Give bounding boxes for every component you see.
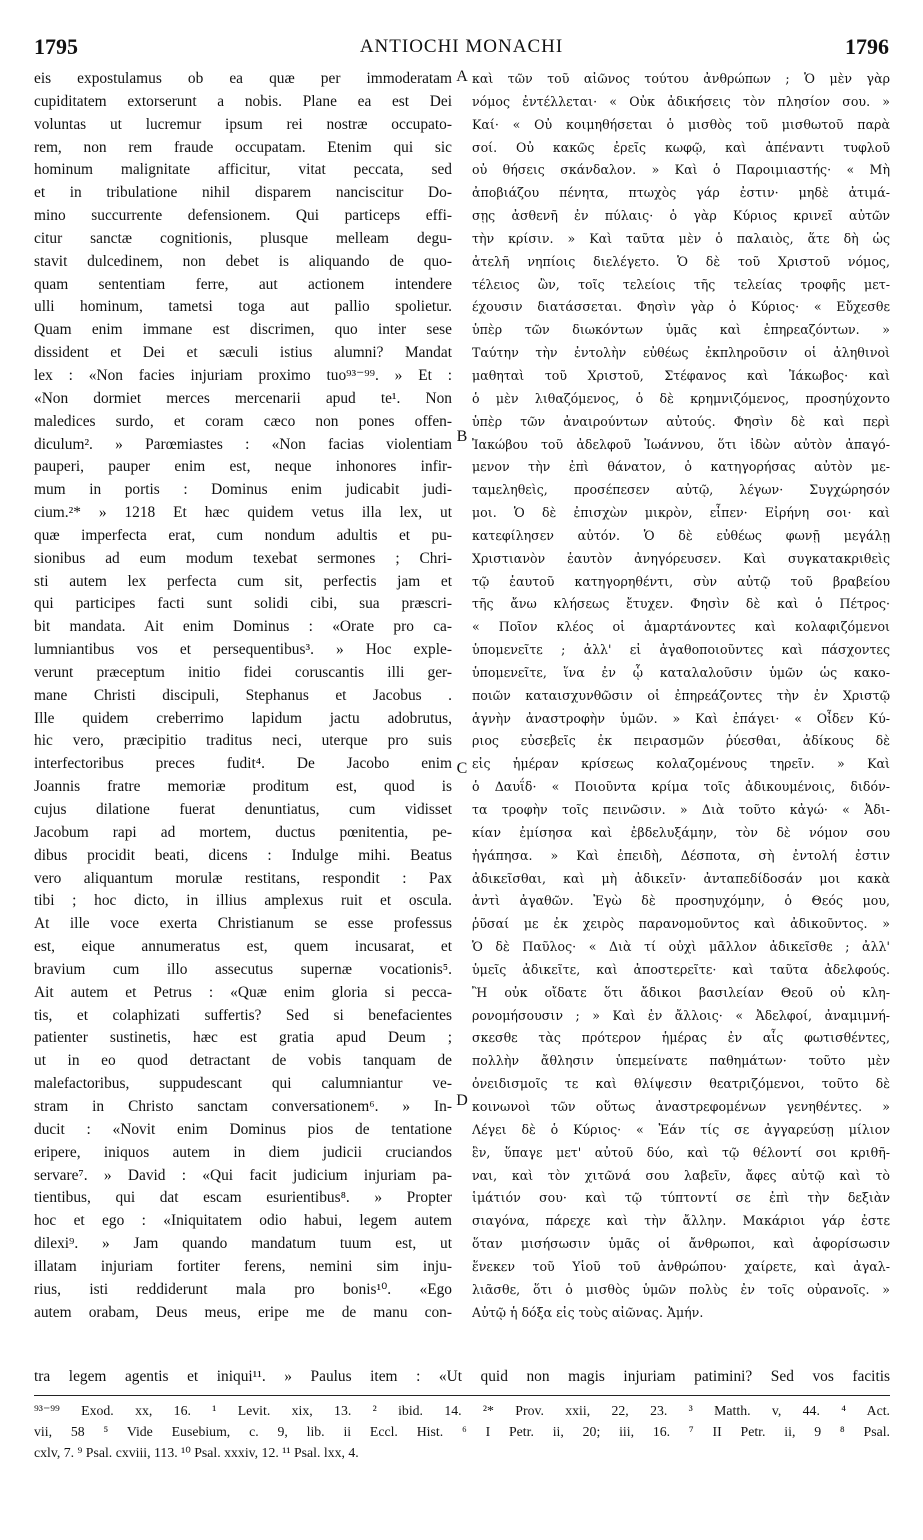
greek-line: Λέγει δὲ ὁ Κύριος· « Ἐάν τίς σε ἀγγαρεύσῃ μίλιον <box>472 1121 890 1137</box>
greek-line: ναι, καὶ τὸν χιτῶνά σου λαβεῖν, ἄφες αὐτῷ καὶ τὸ <box>472 1167 890 1183</box>
running-title: ANTIOCHI MONACHI <box>359 36 564 57</box>
latin-line: autem orabam, Deus meus, eripe me de manu con- <box>34 1303 452 1321</box>
latin-line: eis expostulamus ob ea quæ per immoderatam <box>34 70 452 87</box>
latin-line: mino succurrente defensionem. Qui particeps effi- <box>34 207 452 225</box>
latin-line: vero aliquantum morulæ restitans, respondit : Pax <box>34 869 452 887</box>
latin-line: verunt præceptum initio fidei coruscantis illi ger- <box>34 663 452 681</box>
greek-line: κατεφίλησεν αὐτόν. Ὁ δὲ εὐθέως φωνῇ μεγάλῃ <box>472 527 890 543</box>
margin-letter-d: D <box>456 1092 468 1109</box>
greek-line: κίαν ἐμίσησα καὶ ἐβδελυξάμην, τὸν δὲ νόμον σου <box>472 824 890 840</box>
greek-line: ὑπὲρ τῶν ἀναιρούντων αὐτούς. Φησὶν δὲ καὶ περὶ <box>472 413 890 429</box>
latin-line: sti autem lex perfecta cum sit, perfectis jam et <box>34 572 452 590</box>
greek-line: ἓν, ὕπαγε μετ' αὐτοῦ δύο, καὶ τῷ θέλοντί σοι κριθῆ- <box>472 1144 890 1160</box>
greek-line: ριος εὐσεβεῖς ἐκ πειρασμῶν ῥύεσθαι, ἀδίκους δὲ <box>472 733 890 749</box>
margin-letter-a: A <box>456 68 468 85</box>
latin-line: tientibus, qui dat escam esurientibus⁸. » Propter <box>34 1189 452 1207</box>
latin-column <box>34 68 452 1324</box>
greek-line: ὁ Δαυΐδ· « Ποιοῦντα κρίμα τοῖς ἀδικουμένοις, διδόν- <box>472 779 890 795</box>
latin-line: Ait autem et Petrus : «Quæ enim gloria si pecca- <box>34 983 452 1001</box>
latin-line: servare⁷. » David : «Qui facit judicium injuriam pa- <box>34 1166 452 1184</box>
greek-line: ἕνεκεν τοῦ Υἱοῦ τοῦ ἀνθρώπου· χαίρετε, καὶ ἀγαλ- <box>472 1258 890 1274</box>
greek-line: λιᾶσθε, ὅτι ὁ μισθὸς ὑμῶν πολὺς ἐν τοῖς οὐρανοῖς. » <box>472 1281 890 1297</box>
greek-line: καὶ τῶν τοῦ αἰῶνος τούτου ἀνθρώπων ; Ὁ μὲν γὰρ <box>472 71 890 86</box>
greek-line: κοινωνοὶ τῶν οὕτως ἀναστρεφομένων γενηθέντες. » <box>472 1098 890 1114</box>
greek-column <box>472 68 890 1324</box>
latin-line: mum in portis : Dominus enim judicabit judi- <box>34 481 452 499</box>
greek-line: σκεσθε τὰς πρότερον ἡμέρας ἐν αἷς φωτισθέντες, <box>472 1030 890 1046</box>
latin-line: cujus dilatione fuerat denuntiatus, cum vidisset <box>34 801 452 818</box>
greek-line: Ἰακώβου τοῦ ἀδελφοῦ Ἰωάννου, ὅτι ἰδὼν αὐτὸν ἀπαγό- <box>472 436 890 452</box>
greek-line: ἀτελῆ νηπίοις διελέγετο. Ὁ δὲ τοῦ Χριστοῦ νόμος, <box>472 253 890 269</box>
greek-line: σοί. Οὐ κακῶς ἐρεῖς κωφῷ, καὶ ἀπέναντι τυφλοῦ <box>472 139 890 155</box>
latin-line: Joannis fratre memoriæ proditum est, quod is <box>34 778 452 796</box>
latin-line: citur sanctæ cognitionis, plusque melleam degu- <box>34 229 452 247</box>
greek-line: τῷ ἑαυτοῦ κατηγορηθέντι, σὺν αὐτῷ τοῦ βραβείου <box>472 573 890 589</box>
latin-line: rius, isti reddiderunt mala pro bonis¹⁰. «Ego <box>34 1280 452 1298</box>
greek-line: ἀποβιάζου πένητα, πτωχὸς γάρ ἐστιν· μηδὲ ἀτιμά- <box>472 185 890 201</box>
greek-line: ὑπομενεῖτε, ἵνα ἐν ᾧ καταλαλοῦσιν ὑμῶν ὡς κακο- <box>472 664 890 680</box>
greek-line: ὅταν μισήσωσιν ὑμᾶς οἱ ἄνθρωποι, καὶ ἀφορίσωσιν <box>472 1236 890 1252</box>
greek-line: μοι. Ὁ δὲ ἐπισχὼν μικρὸν, εἶπεν· Εἰρήνη σοι· καὶ <box>472 505 890 521</box>
greek-line: ὁ μὲν λιθαζόμενος, ὁ δὲ κρημνιζόμενος, προσηύχοντο <box>472 390 890 406</box>
greek-line: πολλὴν ἄθλησιν ὑπεμείνατε παθημάτων· τοῦτο μὲν <box>472 1053 890 1069</box>
greek-line: οὐ θήσεις σκάνδαλον. » Καὶ ὁ Παροιμιαστής· « Μὴ <box>472 162 890 178</box>
latin-line: cupiditatem extorserunt a nobis. Plane ea est Dei <box>34 92 452 110</box>
latin-line: dibus procidit beati, dicens : Indulge mihi. Beatus <box>34 846 452 864</box>
latin-line: illatam injuriam fortiter ferens, nemini sim inju- <box>34 1257 452 1275</box>
latin-line: bit mandata. Ait enim Dominus : «Orate pro ca- <box>34 618 452 636</box>
latin-line: est, eique annumeratus est, quem incusarat, et <box>34 938 452 956</box>
latin-line: rem, non rem fraude occupatam. Etenim qui sic <box>34 138 452 156</box>
page-number-left: 1795 <box>34 34 78 59</box>
full-width-final-line: tra legem agentis et iniqui¹¹. » Paulus item : «Ut quid non magis injuriam patimini? Sed vos facitis <box>34 1368 890 1385</box>
latin-line: sionibus ad eum modum texebat sermones ; Chri- <box>34 549 452 567</box>
latin-line: hoc et ego : «Iniquitatem odio habui, legem autem <box>34 1212 452 1230</box>
footnotes <box>34 1400 890 1463</box>
greek-line: ἁγνὴν ἀναστροφὴν ὑμῶν. » Καὶ ἐπάγει· « Οἶδεν Κύ- <box>472 710 890 726</box>
greek-line: Καί· « Οὐ κοιμηθήσεται ὁ μισθὸς τοῦ μισθωτοῦ παρὰ <box>472 116 890 132</box>
latin-line: quæ imperfecta erat, cum nondum adultis et pu- <box>34 526 452 544</box>
latin-line: At ille voce exerta Christianum se esse professus <box>34 915 452 933</box>
greek-line: Ταύτην τὴν ἐντολὴν εὐθέως ἐκπληροῦσιν οἱ ἀληθινοὶ <box>472 345 890 361</box>
latin-line: eripere, iniquos autem in diem judicii cruciandos <box>34 1143 452 1161</box>
footnote-line: cxlv, 7. ⁹ Psal. cxviii, 113. ¹⁰ Psal. xxxiv, 12. ¹¹ Psal. lxx, 4. <box>34 1445 359 1460</box>
latin-line: hominum malignitate afficitur, vitat peccata, sed <box>34 161 452 179</box>
latin-line: Ille quidem creberrimo lapidum jactu adobrutus, <box>34 709 452 727</box>
greek-line: ῥῦσαί με ἐκ χειρὸς παρανομοῦντος καὶ ἀδικοῦντος. » <box>472 916 890 932</box>
margin-letter-b: B <box>456 428 468 445</box>
greek-line: ποιῶν καταισχυνθῶσιν οἱ ἐπηρεάζοντες τὴν ἐν Χριστῷ <box>472 687 890 703</box>
latin-line: stram in Christo sanctam conversationem⁶. » In- <box>34 1097 452 1115</box>
latin-line: cium.²* » 1218 Et hæc quidem vetus illa lex, ut <box>34 504 452 522</box>
latin-line: ulli hominum, tametsi toga aut pallio spolietur. <box>34 298 452 316</box>
latin-line: mane Christi discipuli, Stephanus et Jacobus . <box>34 686 452 704</box>
latin-line: tibi ; hoc dicto, in illius amplexus ruit et oscula. <box>34 892 452 910</box>
page-number-right: 1796 <box>845 34 889 59</box>
latin-line: dissident et Dei et sæculi istius alumni? Mandat <box>34 344 452 362</box>
latin-line: hic vero, præcipitio traditus neci, uterque pro suis <box>34 732 452 750</box>
footnote-rule <box>34 1395 890 1396</box>
greek-line: ὑμεῖς ἀδικεῖτε, καὶ ἀποστερεῖτε· καὶ ταῦτα ἀδελφούς. <box>472 961 890 977</box>
latin-line: patienter sustinetis, hæc est gratia apud Deum ; <box>34 1029 452 1047</box>
greek-line: τῆς ἄνω κλήσεως ἔτυχεν. Φησὶν δὲ καὶ ὁ Πέτρος· <box>472 596 890 612</box>
greek-line: μενον τὴν ἐπὶ θάνατον, ὁ κατηγορήσας αὐτὸν με- <box>472 459 890 475</box>
footnote-line: ⁹³⁻⁹⁹ Exod. xx, 16. ¹ Levit. xix, 13. ² ibid. 14. ²* Prov. xxii, 22, 23. ³ Matth. v, 44. ⁴ Act. <box>34 1403 890 1418</box>
latin-line: quam sententiam ferre, aut actionem intendere <box>34 275 452 293</box>
greek-line: ἀδικεῖσθαι, καὶ μὴ ἀδικεῖν· ἀνταπεδίδοσάν μοι κακὰ <box>472 870 890 886</box>
latin-line: qui participes facti sunt solidi cibi, sua præscri- <box>34 595 452 613</box>
greek-line: σιαγόνα, πάρεχε καὶ τὴν ἄλλην. Μακάριοι γάρ ἐστε <box>472 1213 890 1229</box>
greek-line: Αὐτῷ ἡ δόξα εἰς τοὺς αἰῶνας. Ἀμήν. <box>472 1304 704 1320</box>
latin-line: lex : «Non facies injuriam proximo tuo⁹³⁻⁹⁹. » Et : <box>34 366 452 384</box>
latin-line: «Non dormiet merces mercenarii apud te¹. Non <box>34 389 452 407</box>
greek-line: ὑπομενεῖτε ; ἀλλ' εἰ ἀγαθοποιοῦντες καὶ πάσχοντες <box>472 642 890 658</box>
greek-line: ὀνειδισμοῖς τε καὶ θλίψεσιν θεατριζόμενοι, τοῦτο δὲ <box>472 1076 890 1092</box>
latin-line: diculum². » Parœmiastes : «Non facias violentiam <box>34 435 452 453</box>
greek-line: μαθηταὶ τοῦ Χριστοῦ, Στέφανος καὶ Ἰάκωβος· καὶ <box>472 367 890 383</box>
latin-line: voluntas ut lucremur ipsum rei nostræ occupato- <box>34 115 452 133</box>
latin-line: et in tribulatione nihil disparem nanciscitur Do- <box>34 184 452 202</box>
greek-line: έχουσιν διατάσσεται. Φησὶν γὰρ ὁ Κύριος· « Εὔχεσθε <box>472 299 890 315</box>
greek-line: ἀντὶ ἀγαθῶν. Ἐγὼ δὲ προσηυχόμην, ὁ Θεός μου, <box>472 893 890 909</box>
greek-line: ἠγάπησα. » Καὶ ἐπειδὴ, Δέσποτα, σὴ ἐντολή ἐστιν <box>472 847 890 863</box>
latin-line: maledices surdo, et coram cæco non pones offen- <box>34 412 452 430</box>
page-header <box>34 34 889 64</box>
greek-line: ρονομήσουσιν ; » Καὶ ἐν ἄλλοις· « Ἀδελφοί, ἀναμιμνή- <box>472 1007 890 1023</box>
latin-line: stavit dulcedinem, non debet is aliquando de quo- <box>34 252 452 270</box>
greek-line: ἱμάτιόν σου· καὶ τῷ τύπτοντί σε ἐπὶ τὴν δεξιὰν <box>472 1190 890 1206</box>
greek-line: Χριστιανὸν ἑαυτὸν ἀνηγόρευσεν. Καὶ συγκατακριθεὶς <box>472 550 890 566</box>
greek-line: τέλειος ὢν, τοῖς τελείοις τῆς τελείας τροφῆς μετ- <box>472 276 890 292</box>
greek-line: ταμεληθεὶς, προσέπεσεν αὐτῷ, λέγων· Συγχώρησόν <box>472 482 890 498</box>
latin-line: malefactoribus, suppudescant qui calumniantur ve- <box>34 1075 452 1093</box>
greek-line: ὑπὲρ τῶν διωκόντων ὑμᾶς καὶ ἐπηρεαζόντων. » <box>472 322 890 338</box>
greek-line: τὴν κρίσιν. » Καὶ ταῦτα μὲν ὁ παλαιὸς, ἅτε δὴ ὡς <box>472 230 890 246</box>
greek-line: « Ποῖον κλέος οἱ ἁμαρτάνοντες καὶ κολαφιζόμενοι <box>472 619 890 635</box>
footnote-line: vii, 58 ⁵ Vide Eusebium, c. 9, lib. ii Eccl. Hist. ⁶ I Petr. ii, 20; iii, 16. ⁷ II Petr. ii, 9 ⁸ Psal. <box>34 1424 890 1439</box>
greek-line: σῃς ἀσθενῆ ἐν πύλαις· ὁ γὰρ Κύριος κρινεῖ αὐτῶν <box>472 208 890 224</box>
latin-line: dilexi⁹. » Jam quando mandatum tuum est, ut <box>34 1235 452 1253</box>
latin-line: Jacobum rapi ad mortem, ductus pœnitentia, pe- <box>34 823 452 841</box>
greek-line: τα τροφὴν τοῖς πεινῶσιν. » Διὰ τοῦτο κἀγώ· « Ἀδι- <box>472 802 890 817</box>
latin-line: lumniantibus vos et persequentibus³. » Hoc exple- <box>34 641 452 659</box>
latin-line: tis, et colaphizati suffertis? Sed si benefacientes <box>34 1006 452 1024</box>
latin-line: interfectoribus preces fudit⁴. De Jacobo enim <box>34 755 452 773</box>
latin-line: ducit : «Novit enim Dominus pios de tentatione <box>34 1120 452 1138</box>
greek-line: νόμος ἐντέλλεται· « Οὐκ ἀδικήσεις τὸν πλησίον σου. » <box>472 93 890 109</box>
latin-line: Quam enim immane est discrimen, quo inter sese <box>34 321 452 339</box>
greek-line: Ὁ δὲ Παῦλος· « Διὰ τί οὐχὶ μᾶλλον ἀδικεῖσθε ; ἀλλ' <box>472 939 890 955</box>
latin-line: bravium cum illo assecutus supernæ vocationis⁵. <box>34 960 452 978</box>
greek-line: εἰς ἡμέραν κρίσεως κολαζομένους τηρεῖν. » Καὶ <box>472 756 890 772</box>
latin-line: pauperi, pauper enim est, neque inhonores infir- <box>34 458 452 476</box>
latin-line: ut in eo quod detractant de vobis tanquam de <box>34 1052 452 1070</box>
margin-letter-c: C <box>456 760 468 777</box>
greek-line: Ἢ οὐκ οἴδατε ὅτι ἄδικοι βασιλείαν Θεοῦ οὐ κλη- <box>472 984 890 1000</box>
